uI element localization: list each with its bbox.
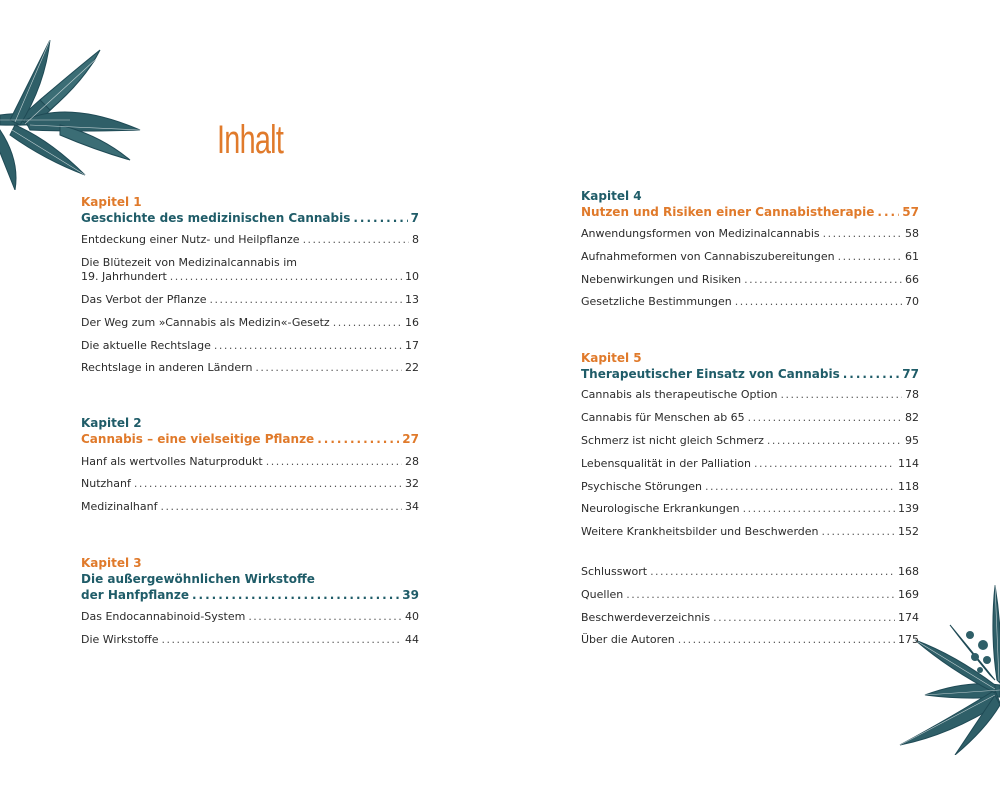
toc-entry bbox=[581, 227, 919, 241]
page-number: 58 bbox=[905, 227, 919, 240]
page-number: 174 bbox=[898, 611, 919, 624]
toc-entry bbox=[81, 293, 419, 307]
page-number: 44 bbox=[405, 633, 419, 646]
chapter-label: Kapitel 5 bbox=[581, 351, 642, 365]
entry-label: 19. Jahrhundert bbox=[81, 270, 167, 283]
chapter-2-heading bbox=[81, 415, 419, 447]
page-number: 16 bbox=[405, 316, 419, 329]
page-number: 57 bbox=[902, 205, 919, 219]
entry-label: Medizinalhanf bbox=[81, 500, 158, 513]
toc-entry bbox=[581, 457, 919, 471]
toc-entry bbox=[81, 256, 419, 284]
entry-label: Anwendungsformen von Medizinalcannabis bbox=[581, 227, 820, 240]
page-number: 27 bbox=[402, 432, 419, 446]
toc-entry bbox=[581, 273, 919, 287]
chapter-title: Nutzen und Risiken einer Cannabistherapie bbox=[581, 205, 875, 219]
chapter-title: Therapeutischer Einsatz von Cannabis bbox=[581, 367, 840, 381]
entry-label: Gesetzliche Bestimmungen bbox=[581, 295, 732, 308]
entry-label: Cannabis als therapeutische Option bbox=[581, 388, 778, 401]
page-number: 66 bbox=[905, 273, 919, 286]
entry-label: Cannabis für Menschen ab 65 bbox=[581, 411, 745, 424]
page-number: 7 bbox=[410, 211, 419, 225]
chapter-4-heading bbox=[581, 188, 919, 220]
page-number: 95 bbox=[905, 434, 919, 447]
chapter-label: Kapitel 2 bbox=[81, 416, 142, 430]
toc-entry bbox=[81, 233, 419, 247]
toc-entry bbox=[81, 455, 419, 469]
chapter-title: der Hanfpflanze bbox=[81, 588, 189, 602]
toc-entry bbox=[81, 316, 419, 330]
toc-entry bbox=[581, 295, 919, 309]
page-number: 13 bbox=[405, 293, 419, 306]
chapter-3-heading bbox=[81, 555, 419, 603]
page-number: 32 bbox=[405, 477, 419, 490]
toc-entry bbox=[581, 434, 919, 448]
toc-entry bbox=[581, 633, 919, 647]
entry-label: Rechtslage in anderen Ländern bbox=[81, 361, 253, 374]
chapter-label: Kapitel 1 bbox=[81, 195, 142, 209]
toc-entry bbox=[581, 565, 919, 579]
toc-entry bbox=[581, 480, 919, 494]
entry-label: Schmerz ist nicht gleich Schmerz bbox=[581, 434, 764, 447]
toc-entry bbox=[81, 500, 419, 514]
page-number: 168 bbox=[898, 565, 919, 578]
page-number: 169 bbox=[898, 588, 919, 601]
toc-entry bbox=[581, 388, 919, 402]
page-number: 70 bbox=[905, 295, 919, 308]
page-number: 175 bbox=[898, 633, 919, 646]
entry-label: Hanf als wertvolles Naturprodukt bbox=[81, 455, 263, 468]
page-number: 22 bbox=[405, 361, 419, 374]
chapter-title-line1: Die außergewöhnlichen Wirkstoffe bbox=[81, 572, 315, 586]
toc-entry bbox=[81, 477, 419, 491]
chapter-label: Kapitel 3 bbox=[81, 556, 142, 570]
entry-label: Die aktuelle Rechtslage bbox=[81, 339, 211, 352]
toc-entry bbox=[581, 502, 919, 516]
entry-label: Das Endocannabinoid-System bbox=[81, 610, 246, 623]
toc-entry bbox=[581, 250, 919, 264]
entry-label: Lebensqualität in der Palliation bbox=[581, 457, 751, 470]
page-number: 34 bbox=[405, 500, 419, 513]
entry-label: Schlusswort bbox=[581, 565, 648, 578]
chapter-5-heading bbox=[581, 350, 919, 382]
entry-label: Weitere Krankheitsbilder und Beschwerden bbox=[581, 525, 819, 538]
page-number: 77 bbox=[902, 367, 919, 381]
toc-entry bbox=[81, 361, 419, 375]
entry-label-line1: Die Blütezeit von Medizinalcannabis im bbox=[81, 256, 297, 269]
toc-entry bbox=[581, 525, 919, 539]
page-number: 152 bbox=[898, 525, 919, 538]
entry-label: Neurologische Erkrankungen bbox=[581, 502, 740, 515]
page-number: 39 bbox=[402, 588, 419, 602]
page-number: 17 bbox=[405, 339, 419, 352]
page-number: 118 bbox=[898, 480, 919, 493]
chapter-title: Geschichte des medizinischen Cannabis bbox=[81, 211, 351, 225]
entry-label: Nebenwirkungen und Risiken bbox=[581, 273, 742, 286]
entry-label: Entdeckung einer Nutz- und Heilpflanze bbox=[81, 233, 300, 246]
page-title: Inhalt bbox=[217, 118, 284, 162]
chapter-title: Cannabis – eine vielseitige Pflanze bbox=[81, 432, 315, 446]
page-number: 78 bbox=[905, 388, 919, 401]
page-number: 61 bbox=[905, 250, 919, 263]
toc-entry bbox=[81, 610, 419, 624]
page-number: 40 bbox=[405, 610, 419, 623]
page-number: 10 bbox=[405, 270, 419, 283]
page-number: 28 bbox=[405, 455, 419, 468]
entry-label: Psychische Störungen bbox=[581, 480, 702, 493]
entry-label: Quellen bbox=[581, 588, 624, 601]
entry-label: Die Wirkstoffe bbox=[81, 633, 159, 646]
page-number: 139 bbox=[898, 502, 919, 515]
entry-label: Über die Autoren bbox=[581, 633, 675, 646]
entry-label: Der Weg zum »Cannabis als Medizin«-Gesetz bbox=[81, 316, 330, 329]
cannabis-leaf-illustration-top-left bbox=[0, 40, 150, 190]
toc-entry bbox=[81, 633, 419, 647]
toc-entry bbox=[81, 339, 419, 353]
entry-label: Das Verbot der Pflanze bbox=[81, 293, 207, 306]
entry-label: Nutzhanf bbox=[81, 477, 131, 490]
page-number: 8 bbox=[412, 233, 419, 246]
chapter-1-heading bbox=[81, 194, 419, 226]
page-number: 114 bbox=[898, 457, 919, 470]
toc-entry bbox=[581, 611, 919, 625]
chapter-label: Kapitel 4 bbox=[581, 189, 642, 203]
entry-label: Aufnahmeformen von Cannabiszubereitungen bbox=[581, 250, 835, 263]
toc-entry bbox=[581, 411, 919, 425]
toc-entry bbox=[581, 588, 919, 602]
entry-label: Beschwerdeverzeichnis bbox=[581, 611, 711, 624]
page-number: 82 bbox=[905, 411, 919, 424]
